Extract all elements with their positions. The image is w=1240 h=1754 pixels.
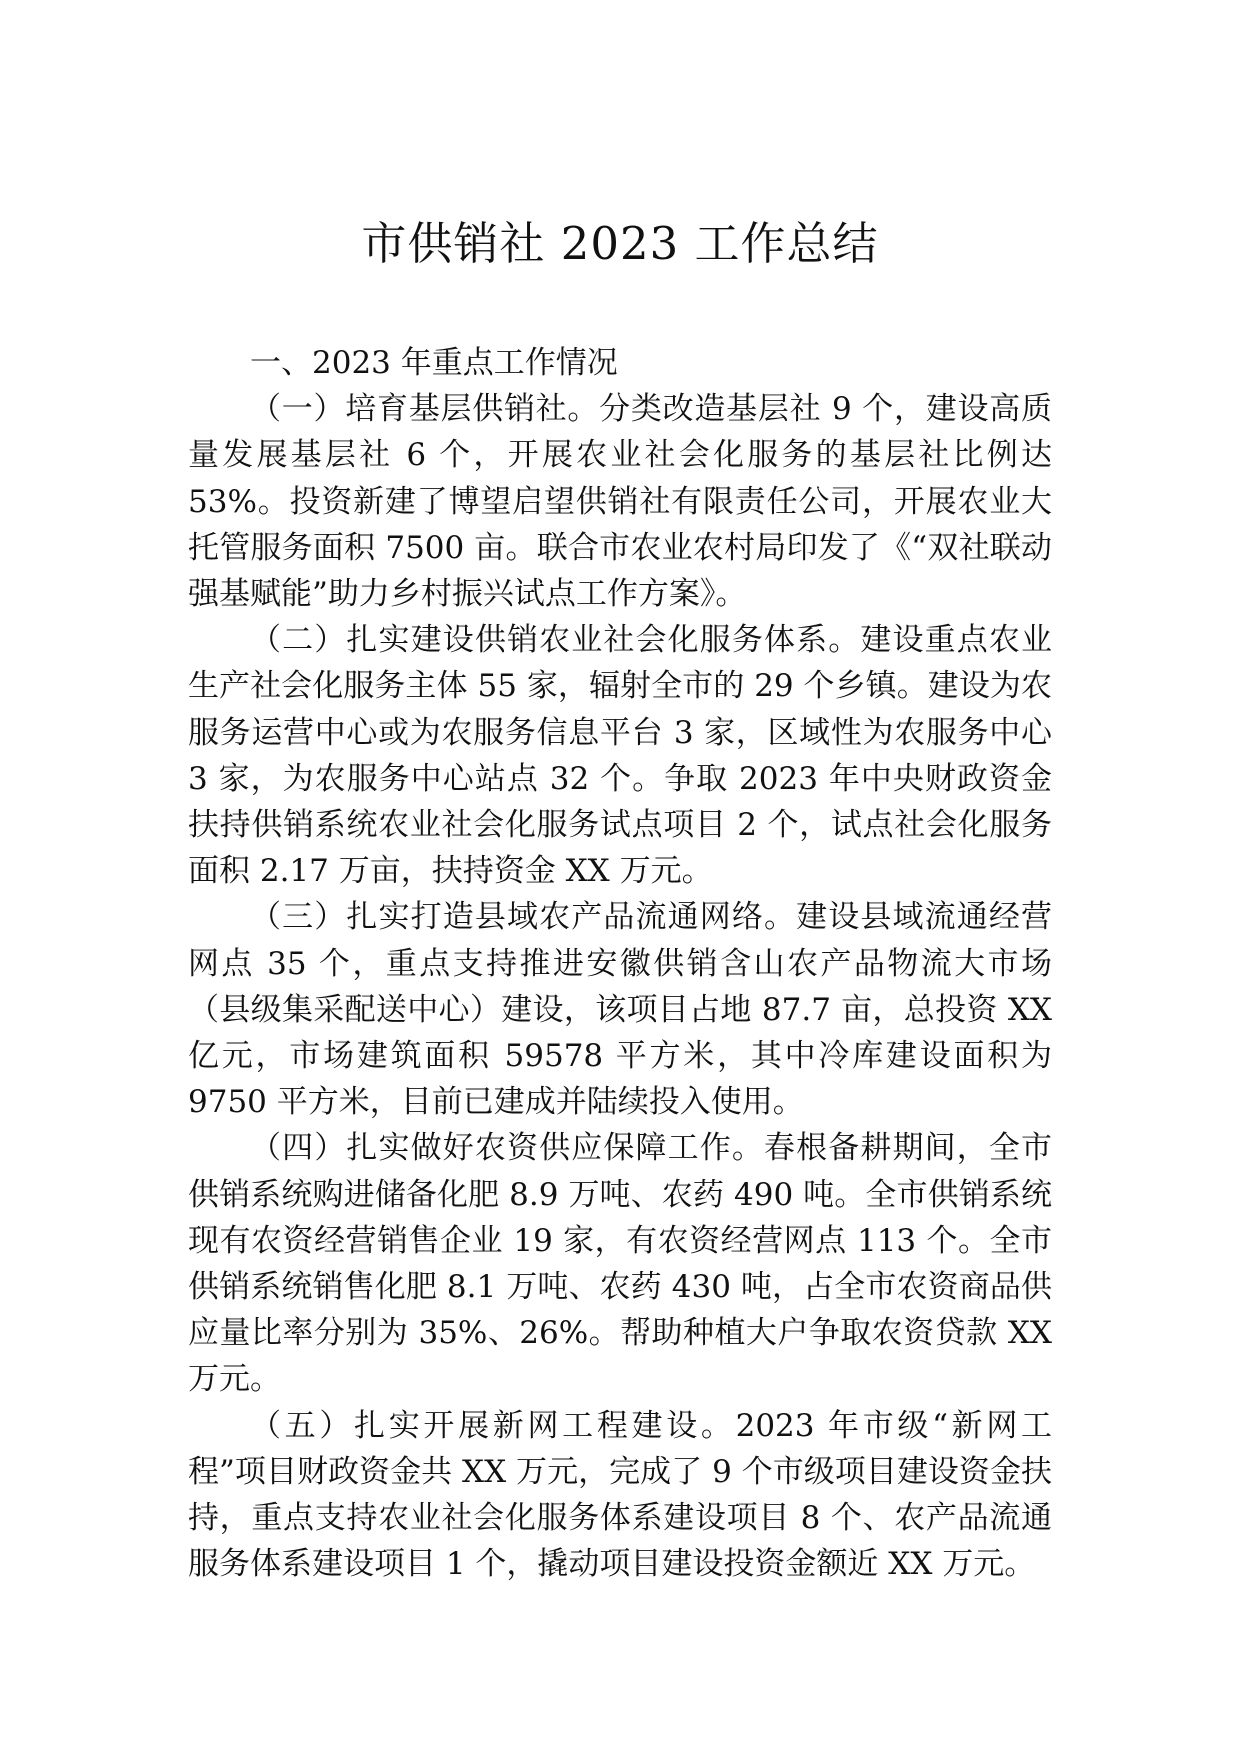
- document-body: [188, 340, 1052, 1587]
- document-title: 市供销社 2023 工作总结: [361, 217, 879, 270]
- paragraph-3: （三）扎实打造县域农产品流通网络。建设县域流通经营网点 35 个，重点支持推进安徽供销含山农产品物流大市场（县级集采配送中心）建设，该项目占地 87.7 亩，总投资 XX 亿元，市场建筑面积 59578 平方米，其中冷库建设面积为 9750 平方米，目前已建成并陆续投入使用。: [188, 899, 1052, 1121]
- paragraph-2: （二）扎实建设供销农业社会化服务体系。建设重点农业生产社会化服务主体 55 家，辐射全市的 29 个乡镇。建设为农服务运营中心或为农服务信息平台 3 家，区域性为农服务中心 3 家，为农服务中心站点 32 个。争取 2023 年中央财政资金扶持供销系统农业社会化服务试点项目 2 个，试点社会化服务面积 2.17 万亩，扶持资金 XX 万元。: [188, 622, 1052, 890]
- paragraph-1: （一）培育基层供销社。分类改造基层社 9 个，建设高质量发展基层社 6 个，开展农业社会化服务的基层社比例达 53%。投资新建了博望启望供销社有限责任公司，开展农业大托管服务面积 7500 亩。联合市农业农村局印发了《“双社联动 强基赋能”助力乡村振兴试点工作方案》。: [188, 391, 1052, 613]
- paragraph-5: （五）扎实开展新网工程建设。2023 年市级“新网工程”项目财政资金共 XX 万元，完成了 9 个市级项目建设资金扶持，重点支持农业社会化服务体系建设项目 8 个、农产品流通服务体系建设项目 1 个，撬动项目建设投资金额近 XX 万元。: [188, 1407, 1052, 1583]
- section-heading: 一、2023 年重点工作情况: [250, 345, 618, 381]
- paragraph-4: （四）扎实做好农资供应保障工作。春根备耕期间，全市供销系统购进储备化肥 8.9 万吨、农药 490 吨。全市供销系统现有农资经营销售企业 19 家，有农资经营网点 113 个。全市供销系统销售化肥 8.1 万吨、农药 430 吨，占全市农资商品供应量比率分别为 35%、26%。帮助种植大户争取农资贷款 XX 万元。: [188, 1130, 1052, 1398]
